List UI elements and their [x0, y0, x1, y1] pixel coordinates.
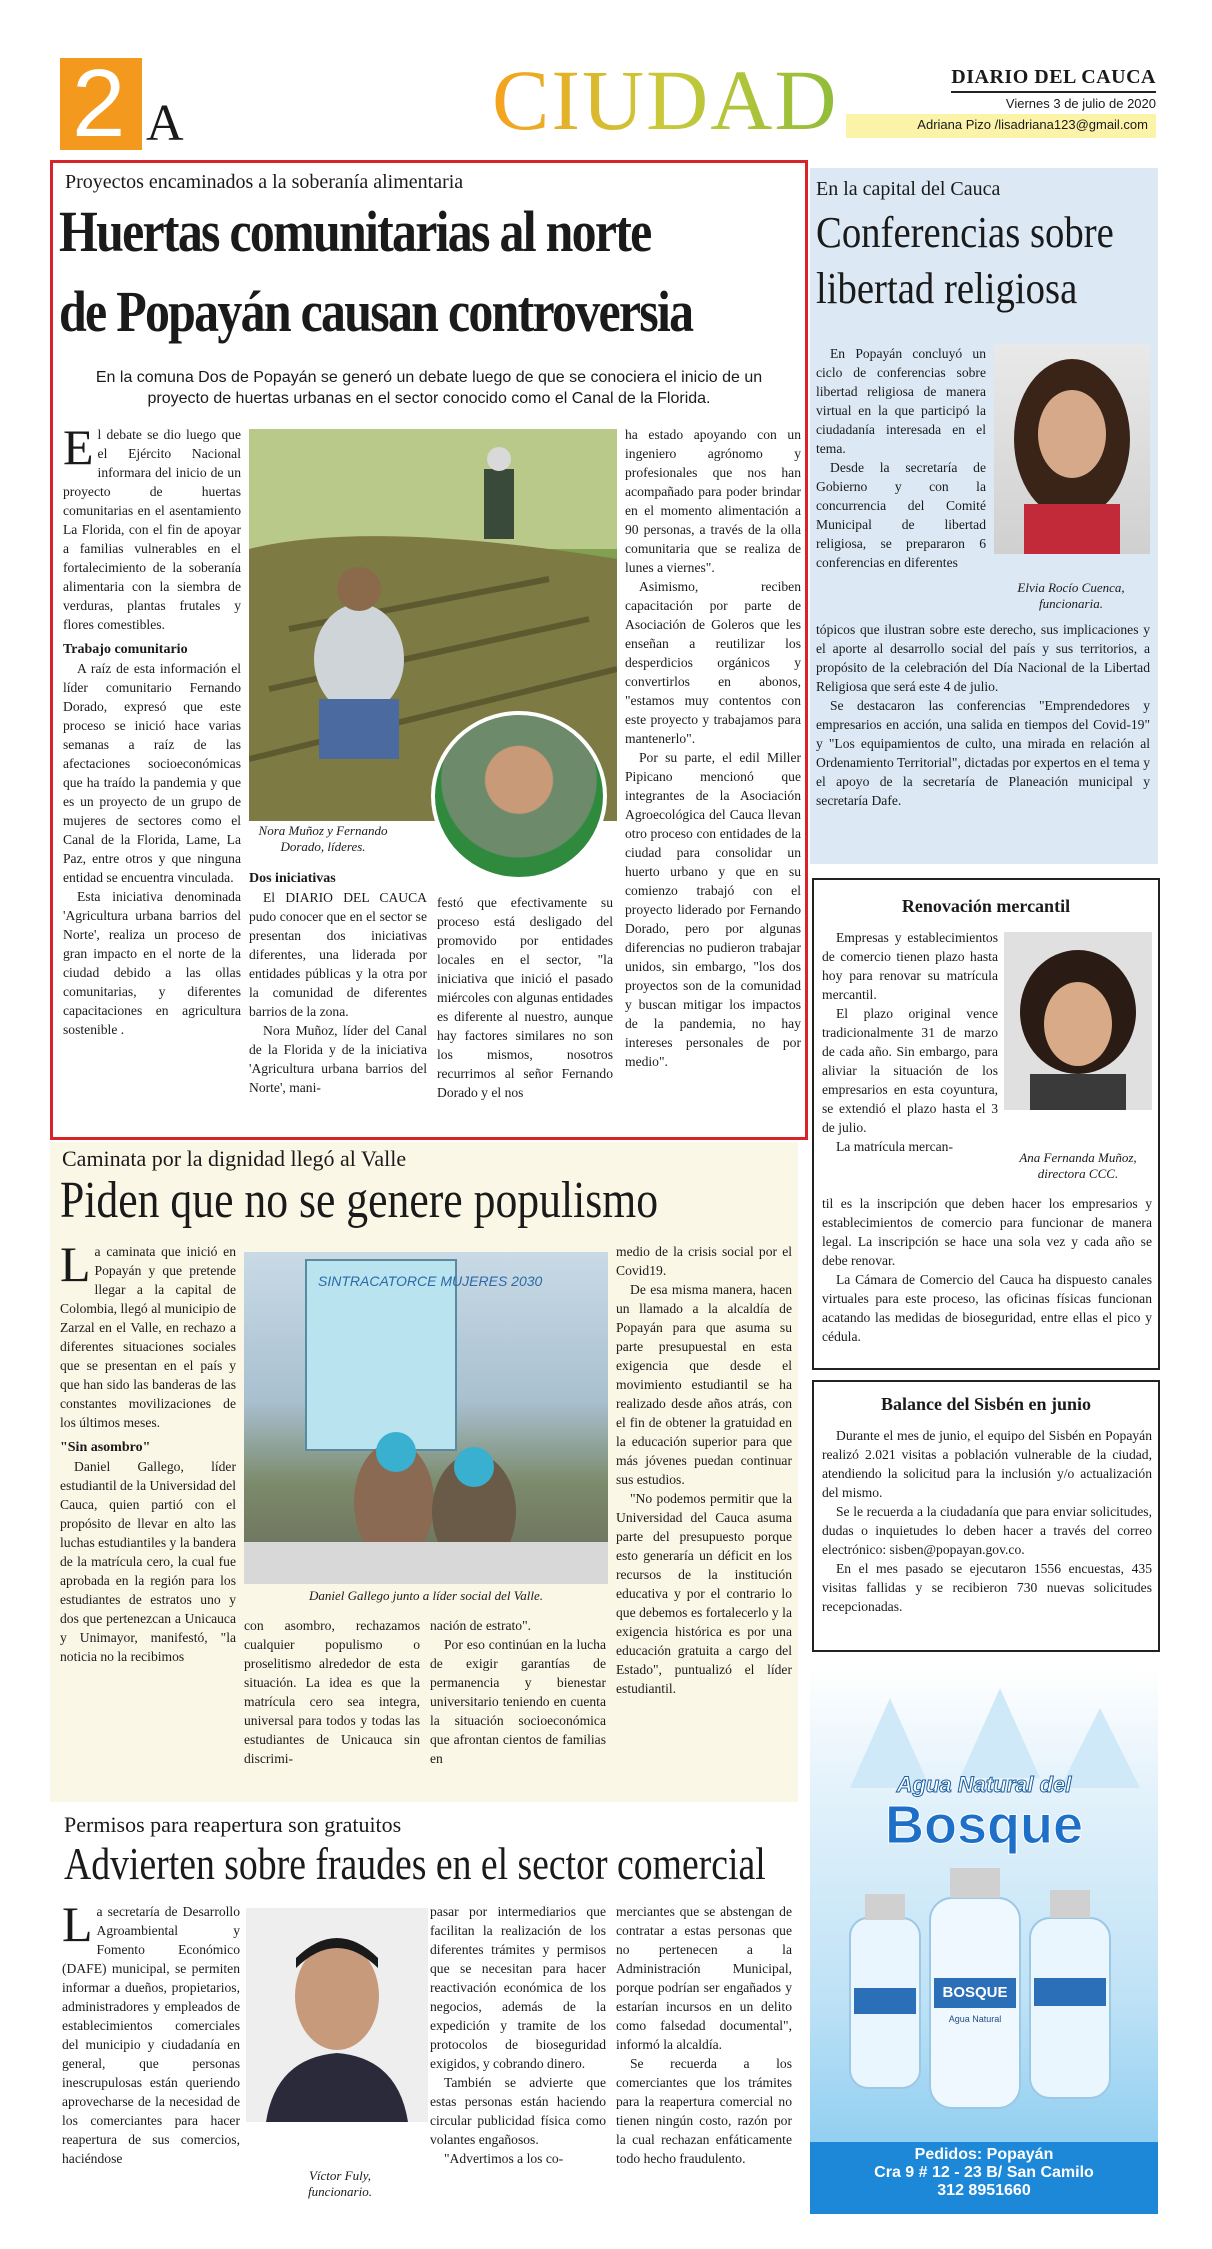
caminata-col1-p2: Daniel Gallego, líder estudiantil de la Universidad del Cauca, quien partió con el propósito de llevar en alto las luchas estudiantiles y la bandera de la matrícula cero, la cual fue aprobada en la región para los estudiantes de estratos uno y dos que pertenezcan a Unicauca y Unimayor, manifestó, "la noticia no la recibimos [60, 1459, 236, 1664]
sign-text: SINTRACATORCE MUJERES 2030 [318, 1273, 543, 1289]
bosque-advertisement [810, 1668, 1158, 2214]
fernando-portrait [431, 711, 607, 881]
huertas-col1-p3: Esta iniciativa denominada 'Agricultura urbana barrios del Norte', realiza un proceso de gran impacto en el norte de la ciudad debido a las ollas comunitarias, y diferentes capacitaciones en agricultura sostenible . [63, 889, 241, 1037]
page-number: 2 [72, 50, 126, 157]
bottle-label: BOSQUE [942, 1984, 1008, 2001]
permisos-col4 [616, 1902, 792, 2168]
conferencias-p3: Se destacaron las conferencias "Emprendedores y empresarios en acción, una salida en tiempos del Covid-19" y "Los equipamientos de culto, una mirada en relación al Ordenamiento Territorial", dictadas por expertos en el tema y el apoyo de la secretaría de Planeación municipal y secretaría Dafe. [816, 698, 1150, 808]
ad-illustration [810, 1668, 1158, 2214]
renovacion-caption: Ana Fernanda Muñoz, directora CCC. [1019, 1150, 1137, 1181]
portrait-illustration [246, 1908, 428, 2122]
author-credit: Adriana Pizo /lisadriana123@gmail.com [917, 117, 1148, 132]
huertas-deck: En la comuna Dos de Popayán se generó un debate luego de que se conociera el inicio de un proyecto de huertas urbanas en el sector conocido como el Canal de la Florida. [95, 369, 763, 407]
renovacion-p1: Empresas y establecimientos de comercio tienen plazo hasta hoy para renovar su matrícula mercantil. [822, 930, 998, 1002]
renovacion-p3b: til es la inscripción que deben hacer los empresarios y establecimientos de comercio para funcionar de manera legal. La inscripción se hace una sola vez y cada año se debe renovar. [822, 1196, 1152, 1268]
conferencias-col-a [816, 344, 986, 572]
author-bar [846, 114, 1156, 138]
permisos-col3-p2: También se advierte que estas personas están haciendo circular publicidad física como volantes engañosos. [430, 2075, 606, 2147]
victor-portrait [246, 1908, 428, 2122]
permisos-col4-p1: merciantes que se abstengan de contratar a estas personas que no pertenecen a la Administración Municipal, porque podrían ser engañados y estarían incursos en un delito como falsedad documental", informó la alcaldía. [616, 1904, 792, 2052]
renovacion-col-b [822, 1194, 1152, 1346]
renovacion-article [812, 878, 1160, 1370]
huertas-headline-1: Huertas comunitarias al norte [59, 199, 651, 264]
conferencias-p2b: tópicos que ilustran sobre este derecho, sus implicaciones y el aporte al desarrollo social del país y sus territorios, a propósito de la celebración del Día Nacional de la Libertad Religiosa que será este 4 de julio. [816, 622, 1150, 694]
ad-contact-bar [810, 2142, 1158, 2214]
permisos-col3-p1: pasar por intermediarios que facilitan la realización de los diferentes trámites y permisos que se necesitan para hacer reactivación económica de los negocios, además de la expedición y tramite de los protocolos de bioseguridad exigidos, y cobrando dinero. [430, 1904, 606, 2071]
conferencias-caption: Elvia Rocío Cuenca, funcionaria. [1017, 580, 1125, 611]
march-illustration [244, 1252, 608, 1584]
conferencias-p1: En Popayán concluyó un ciclo de conferencias sobre libertad religiosa de manera virtual en la que participó la ciudadanía interesada en el tema. [816, 346, 986, 456]
sisben-body [822, 1426, 1152, 1616]
renovacion-p3a: La matrícula mercan- [836, 1139, 953, 1154]
section-title: CIUDAD [492, 52, 839, 148]
subhead-trabajo: Trabajo comunitario [63, 642, 188, 657]
renovacion-title: Renovación mercantil [901, 896, 1071, 916]
huertas-kicker: Proyectos encaminados a la soberanía alimentaria [65, 171, 464, 193]
caminata-col3-p2: Por eso continúan en la lucha de exigir garantías de permanencia y bienestar universitario teniendo en cuenta la situación socioeconómica que afrontan cientos de familias en [430, 1637, 606, 1766]
caminata-article [50, 1142, 798, 1802]
permisos-kicker: Permisos para reapertura son gratuitos [64, 1812, 402, 1837]
permisos-headline: Advierten sobre fraudes en el sector comercial [64, 1838, 766, 1889]
sisben-p2: Se le recuerda a la ciudadanía que para enviar solicitudes, dudas o inquietudes lo deben hacer a través del correo electrónico: sisben@popayan.gov.co. [822, 1504, 1152, 1557]
ad-tagline: Agua Natural del [896, 1772, 1072, 1797]
drop-cap: L [60, 1236, 91, 1292]
page-number-box [60, 50, 142, 157]
sisben-p1: Durante el mes de junio, el equipo del Sisbén en Popayán realizó 2.021 visitas a población vulnerable de la ciudad, atendiendo la solicitud para la inclusión y/o actualización del mismo. [822, 1428, 1152, 1500]
huertas-col3-p1: festó que efectivamente su proceso está desligado del promovido por entidades locales en el sector, "la iniciativa que inició el pasado miércoles con algunas entidades es diferente al nuestro, aunque hay factores similares no son los mismos, nosotros recurrimos al señor Fernando Dorado y el nos [437, 895, 613, 1100]
huertas-col1-p2: A raíz de esta información el líder comunitario Fernando Dorado, expresó que este proceso se inició hace varias semanas a raíz de las afectaciones socioeconómicas que ha traído la pandemia y que es un proyecto de un grupo de mujeres de sectores como el Canal de la Florida, Lame, La Paz, entre otros y que ninguna entidad se encuentra vinculada. [63, 661, 241, 885]
caminata-kicker: Caminata por la dignidad llegó al Valle [62, 1146, 407, 1171]
ad-orders: Pedidos: Popayán [914, 2146, 1054, 2163]
permisos-article [50, 1812, 798, 2240]
permisos-col3-p3: "Advertimos a los co- [444, 2151, 564, 2166]
huertas-col1-p1: l debate se dio luego que el Ejército Nacional informara del inicio de un proyecto de huertas comunitarias en el asentamiento La Florida, con el fin de apoyar a familias vulnerables en el fortalecimiento de la soberanía alimentaria con la siembra de verduras, plantas frutales y flores comestibles. [63, 427, 241, 632]
caminata-col4 [616, 1242, 792, 1698]
conferencias-article [810, 168, 1158, 864]
ad-address: Cra 9 # 12 - 23 B/ San Camilo [874, 2164, 1094, 2181]
permisos-caption: Víctor Fuly, funcionario. [308, 2168, 372, 2199]
huertas-col1 [63, 419, 241, 1039]
huertas-col2-p2: Nora Muñoz, líder del Canal de la Florida y de la iniciativa 'Agricultura urbana barrios del Norte', mani- [249, 1023, 427, 1095]
huertas-col2 [249, 869, 427, 1097]
bottle-label-sub: Agua Natural [948, 2014, 1002, 2024]
sisben-p3: En el mes pasado se ejecutaron 1556 encuestas, 435 visitas fallidas y se recibieron 730 nuevas solicitudes recepcionadas. [822, 1561, 1152, 1614]
ad-phone: 312 8951660 [937, 2182, 1031, 2199]
subhead-asombro: "Sin asombro" [60, 1440, 151, 1455]
huertas-col2-p1: El DIARIO DEL CAUCA pudo conocer que en el sector se presentan dos iniciativas diferentes, una liderada por entidades públicas y la otra por la comunidad de diferentes barrios de la zona. [249, 890, 427, 1019]
conferencias-headline-2: libertad religiosa [816, 264, 1078, 313]
huertas-col4-p2: Asimismo, reciben capacitación por parte de Asociación de Goleros que les enseñan a reutilizar los desperdicios orgánicos y convertirlos en abonos, "estamos muy contentos con este proyecto y trabajamos para mantenerlo". [625, 579, 801, 746]
subhead-dos: Dos iniciativas [249, 871, 336, 886]
caminata-col4-p1: medio de la crisis social por el Covid19. [616, 1244, 792, 1278]
renovacion-col-a [822, 928, 998, 1156]
drop-cap: E [63, 419, 94, 475]
caminata-col4-p3: "No podemos permitir que la Universidad del Cauca asuma parte del presupuesto porque esto generaría un déficit en los recursos de la institución educativa y por el contrario lo que debemos es fortalecerlo y la exigencia histórica es por una educación gratuita a cargo del Estado", puntualizó el líder estudiantil. [616, 1491, 792, 1696]
drop-cap: L [62, 1896, 93, 1952]
conferencias-headline-1: Conferencias sobre [816, 208, 1114, 257]
issue-date: Viernes 3 de julio de 2020 [1005, 96, 1156, 111]
permisos-col1-p1: a secretaría de Desarrollo Agroambiental y Fomento Económico (DAFE) municipal, se permiten informar a dueños, propietarios, administradores y empleados de establecimientos comerciales del municipio y ciudadanía en general, que personas inescrupulosas están queriendo aprovecharse de la necesidad de los comerciantes para hacer reapertura de sus comercios, haciéndose [62, 1904, 240, 2166]
huertas-headline-2: de Popayán causan controversia [59, 279, 693, 344]
permisos-col4-p2: Se recuerda a los comerciantes que los trámites para la reapertura comercial no tienen ningún costo, razón por la cual rechazan enfáticamente todo hecho fraudulento. [616, 2056, 792, 2166]
caminata-col3-p1: nación de estrato". [430, 1618, 532, 1633]
caminata-headline: Piden que no se genere populismo [60, 1172, 659, 1229]
newspaper-name: DIARIO DEL CAUCA [951, 66, 1156, 93]
portrait-illustration [994, 344, 1150, 554]
elvia-portrait [994, 344, 1150, 554]
caminata-col4-p2: De esa misma manera, hacen un llamado a la alcaldía de Popayán para que asuma su parte presupuestal en esta exigencia que desde el movimiento estudiantil se ha realizado desde años atrás, con el fin de obtener la gratuidad en la educación superior para que más jóvenes puedan continuar sus estudios. [616, 1282, 792, 1487]
caminata-caption: Daniel Gallego junto a líder social del Valle. [309, 1588, 543, 1603]
caminata-col1-p1: a caminata que inició en Popayán y que pretende llegar a la capital de Colombia, llegó al municipio de Zarzal en el Valle, en rechazo a diferentes situaciones sociales que se presentan en el país y que han sido las banderas de las constantes movilizaciones de los últimos meses. [60, 1244, 236, 1430]
ana-portrait [1004, 932, 1152, 1110]
huertas-article [50, 160, 808, 1140]
sisben-article [812, 1380, 1160, 1652]
sisben-title: Balance del Sisbén en junio [880, 1394, 1092, 1414]
renovacion-p4: La Cámara de Comercio del Cauca ha dispuesto canales virtuales para este proceso, las oficinas físicas funcionan acatando las medidas de bioseguridad, entre ellas el pico y cédula. [822, 1272, 1152, 1344]
conferencias-kicker: En la capital del Cauca [816, 178, 1001, 200]
caminata-col2 [244, 1616, 420, 1768]
caminata-photo [244, 1252, 608, 1584]
huertas-col4 [625, 425, 801, 1071]
caminata-col3 [430, 1616, 606, 1768]
huertas-caption: Nora Muñoz y Fernando Dorado, líderes. [258, 823, 388, 854]
huertas-col4-p3: Por su parte, el edil Miller Pipicano mencionó que integrantes de la Asociación Agroecológica del Cauca llevan otro proceso con entidades de la ciudad para consolidar un huerto urbano y que en su comienzo trabajó con el proyecto liderado por Fernando Dorado, pero por algunas diferencias no pudieron trabajar unidos, sin embargo, "los dos proyectos son de la comunidad y buscan mitigar los impactos de la pandemia, no hay intereses personales de por medio". [625, 750, 801, 1069]
renovacion-p2: El plazo original vence tradicionalmente 31 de marzo de cada año. Sin embargo, para aliviar la situación de los empresarios en esta coyuntura, se extendió el plazo hasta el 3 de julio. [822, 1006, 998, 1135]
huertas-col3 [437, 893, 613, 1102]
permisos-col1 [62, 1896, 240, 2168]
ad-brand: Bosque [884, 1795, 1084, 1855]
portrait-illustration [1004, 932, 1152, 1110]
huertas-col4-p1: ha estado apoyando con un ingeniero agrónomo y profesionales que nos han acompañado para poder brindar en el momento alimentación a 90 personas, a través de la olla comunitaria que se realiza de lunes a viernes". [625, 427, 801, 575]
permisos-col3 [430, 1902, 606, 2168]
caminata-col1 [60, 1236, 236, 1666]
conferencias-col-b [816, 620, 1150, 810]
conferencias-p2a: Desde la secretaría de Gobierno y con la concurrencia del Comité Municipal de libertad religiosa, se prepararon 6 conferencias en diferentes [816, 460, 986, 570]
page-letter: A [146, 95, 184, 152]
caminata-col2-p1: con asombro, rechazamos cualquier populismo o proselitismo alrededor de esta situación. La idea es que la matrícula cero sea integra, universal para todos y todas las estudiantes de Unicauca sin discrimi- [244, 1618, 420, 1766]
